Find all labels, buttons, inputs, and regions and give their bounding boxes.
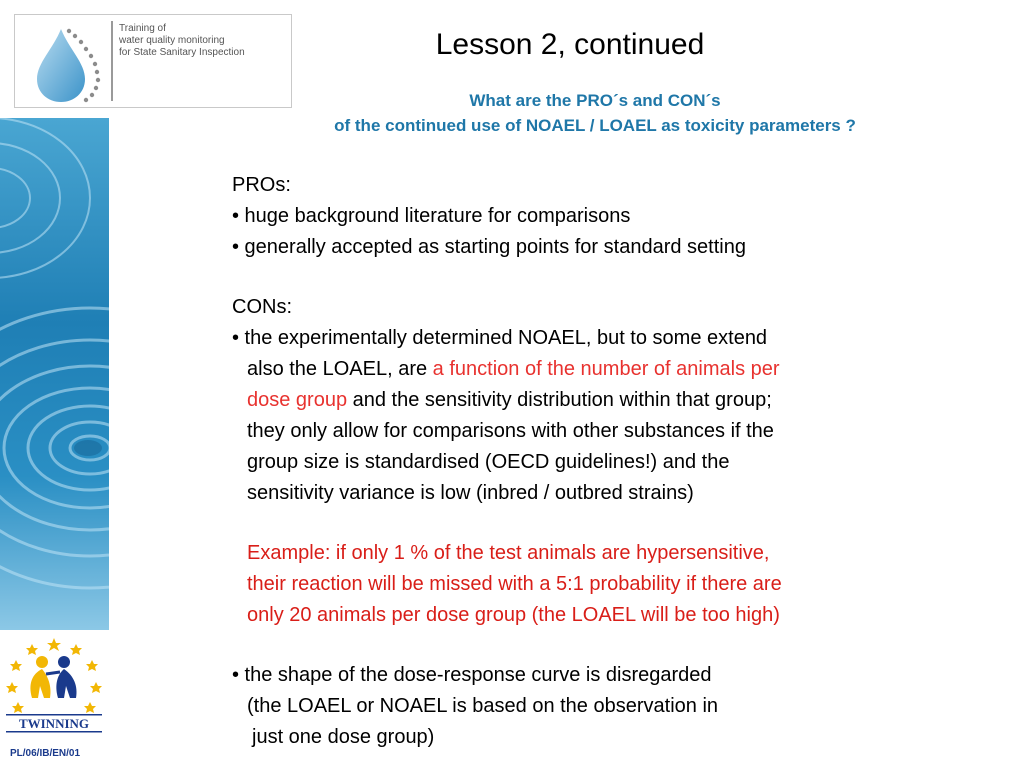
example-line-2: their reaction will be missed with a 5:1 probability if there are <box>247 573 782 595</box>
example-line-1: Example: if only 1 % of the test animals are hypersensitive, <box>247 542 770 564</box>
logo-line-2: water quality monitoring <box>119 35 225 46</box>
logo-line-3: for State Sanitary Inspection <box>119 47 245 58</box>
highlight-text: a function of the number of animals per <box>432 358 780 380</box>
spacer <box>232 509 1012 538</box>
pros-heading: PROs: <box>232 174 291 196</box>
cons-item-1-line-5: group size is standardised (OECD guidelines!) and the <box>247 451 730 473</box>
twinning-label: TWINNING <box>18 716 90 731</box>
highlight-text: dose group <box>247 389 348 411</box>
logo-line-1: Training of <box>119 23 166 34</box>
logo-text <box>119 23 245 59</box>
slide-body <box>232 170 1012 753</box>
cons-text: and the sensitivity distribution within that group; <box>347 389 772 411</box>
logo-divider <box>111 21 113 101</box>
twinning-logo <box>2 636 106 741</box>
cons-item-1-line-1: • the experimentally determined NOAEL, but to some extend <box>232 327 768 349</box>
cons-item-2-line-2: (the LOAEL or NOAEL is based on the observation in <box>247 695 719 717</box>
subtitle-line-1: What are the PRO´s and CON´s <box>469 91 721 110</box>
spacer <box>232 263 1012 292</box>
subtitle-line-2: of the continued use of NOAEL / LOAEL as toxicity parameters ? <box>334 116 856 135</box>
cons-item-1-line-2 <box>232 354 1012 385</box>
footer-code: PL/06/IB/EN/01 <box>10 748 81 759</box>
pros-item-1: • huge background literature for comparisons <box>232 205 631 227</box>
pros-item-2: • generally accepted as starting points for standard setting <box>232 236 746 258</box>
water-ripple-image <box>0 118 109 630</box>
cons-text: also the LOAEL, are <box>247 358 433 380</box>
cons-item-2-line-3: just one dose group) <box>252 726 435 748</box>
subtitle <box>200 88 990 138</box>
example-line-3: only 20 animals per dose group (the LOAEL will be too high) <box>247 604 780 626</box>
cons-item-2-line-1: • the shape of the dose-response curve is disregarded <box>232 664 712 686</box>
spacer <box>232 631 1012 660</box>
cons-item-1-line-4: they only allow for comparisons with other substances if the <box>247 420 774 442</box>
water-drop-icon <box>23 23 113 103</box>
cons-item-1-line-3 <box>232 385 1012 416</box>
cons-heading: CONs: <box>232 296 292 318</box>
page-title: Lesson 2, continued <box>435 28 705 61</box>
cons-item-1-line-6: sensitivity variance is low (inbred / outbred strains) <box>247 482 694 504</box>
